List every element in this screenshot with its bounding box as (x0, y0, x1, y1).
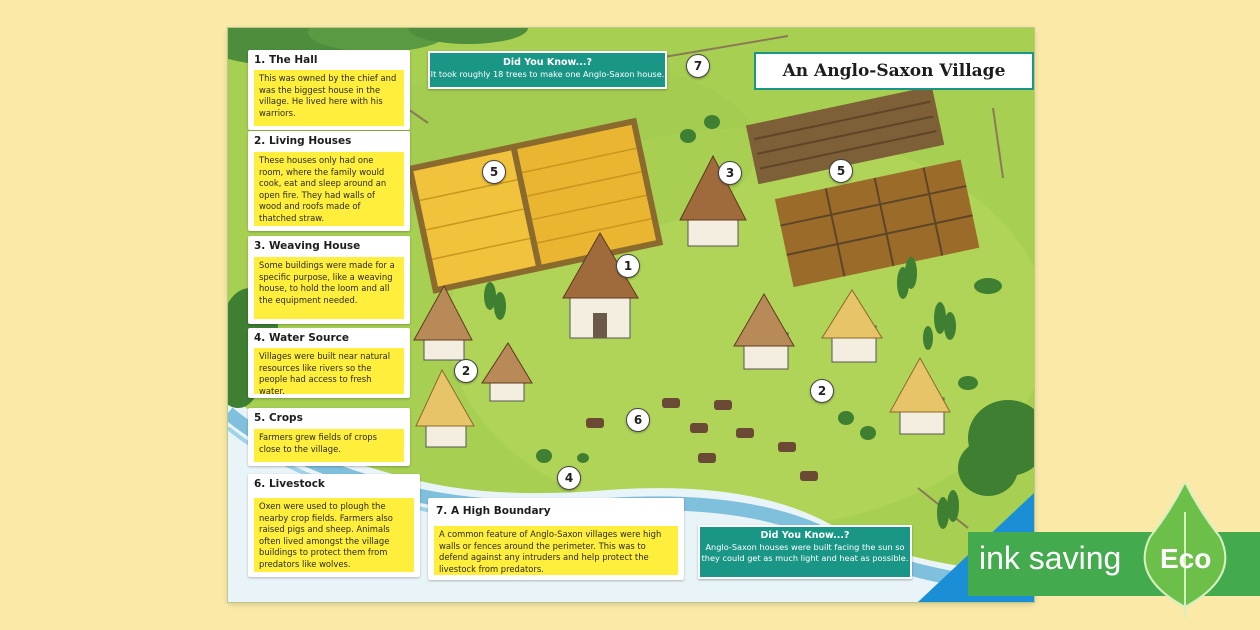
panel-crops (248, 408, 410, 466)
panel-text: Oxen were used to plough the nearby crop fields. Farmers also raised pigs and sheep. Animals often lived amongst the village buildings to protect them from predators like wolves. (254, 498, 414, 572)
panel-text: These houses only had one room, where the family would cook, eat and sleep around an open fire. They had walls of wood and roofs made of thatched straw. (254, 152, 404, 226)
eco-badge-label: Eco (1160, 543, 1212, 574)
did-you-know-title: Did You Know...? (760, 530, 850, 541)
panel-heading: 4. Water Source (254, 332, 349, 344)
did-you-know-sun (698, 525, 912, 579)
panel-heading: 3. Weaving House (254, 240, 361, 252)
marker-5-ploughed: 5 (829, 159, 853, 183)
panel-text: Villages were built near natural resources like rivers so the people had access to fresh water. (254, 348, 404, 394)
panel-text: Farmers grew fields of crops close to the village. (254, 429, 404, 462)
panel-heading: 1. The Hall (254, 54, 318, 66)
did-you-know-text: It took roughly 18 trees to make one Anglo-Saxon house. (430, 69, 665, 79)
marker-2-left: 2 (454, 359, 478, 383)
panel-high-boundary (428, 498, 684, 580)
marker-1: 1 (616, 254, 640, 278)
panel-livestock (248, 474, 420, 577)
panel-heading: 7. A High Boundary (436, 505, 551, 517)
panel-text: This was owned by the chief and was the biggest house in the village. He lived here with his warriors. (254, 70, 404, 126)
panel-living-houses (248, 131, 410, 231)
marker-5-wheat: 5 (482, 160, 506, 184)
eco-badge-text: ink saving (979, 540, 1122, 576)
marker-4: 4 (557, 466, 581, 490)
did-you-know-trees (428, 51, 667, 89)
marker-6: 6 (626, 408, 650, 432)
panel-weaving-house (248, 236, 410, 324)
panel-text: Some buildings were made for a specific purpose, like a weaving house, to hold the loom and all the equipment needed. (254, 257, 404, 319)
panel-water-source (248, 328, 410, 398)
panel-heading: 5. Crops (254, 412, 303, 424)
marker-7: 7 (686, 54, 710, 78)
marker-2-right: 2 (810, 379, 834, 403)
marker-3: 3 (718, 161, 742, 185)
panel-heading: 2. Living Houses (254, 135, 352, 147)
panel-heading: 6. Livestock (254, 478, 325, 490)
panel-text: A common feature of Anglo-Saxon villages were high walls or fences around the perimeter. This was to defend against any intruders and help protect the livestock from predators. (434, 526, 678, 575)
village-poster (228, 28, 1034, 602)
did-you-know-title: Did You Know...? (502, 57, 592, 68)
page-title: An Anglo-Saxon Village (754, 52, 1034, 90)
panel-the-hall (248, 50, 410, 130)
did-you-know-text: Anglo-Saxon houses were built facing the sun so they could get as much light and heat as possible. (701, 542, 909, 563)
